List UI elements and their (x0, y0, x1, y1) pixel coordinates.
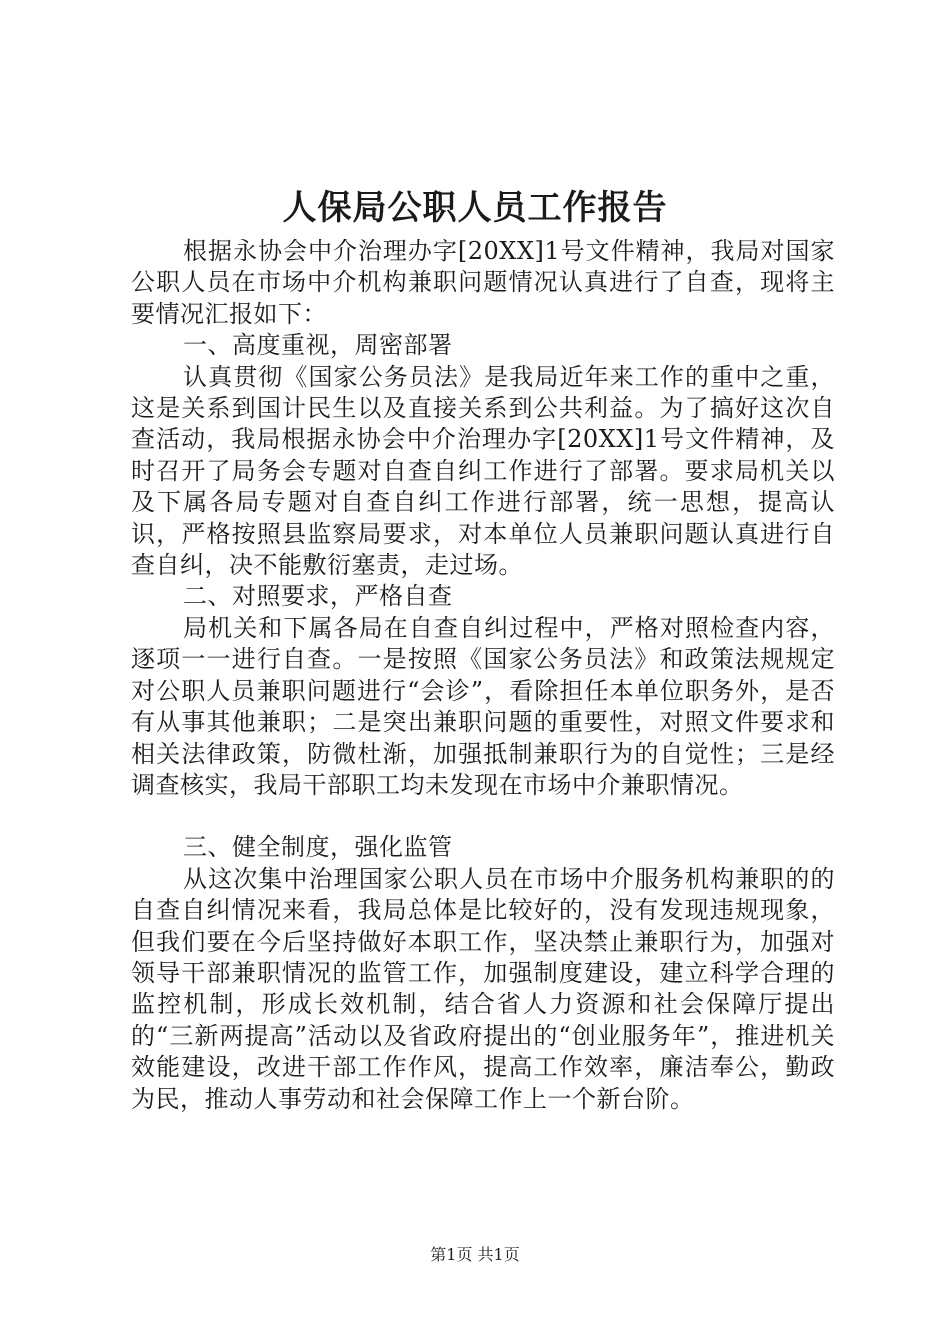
paragraph-spacer (131, 801, 835, 832)
page-footer: 第1页 共1页 (430, 1245, 520, 1264)
section-2-paragraph: 局机关和下属各局在自查自纠过程中，严格对照检查内容，逐项一一进行自查。一是按照《国家公务员法》和政策法规规定对公职人员兼职问题进行“会诊”，看除担任本单位职务外，是否有从事其他兼职；二是突出兼职问题的重要性，对照文件要求和相关法律政策，防微杜渐，加强抵制兼职行为的自觉性；三是经调查核实，我局干部职工均未发现在市场中介兼职情况。 (131, 613, 835, 799)
section-3-heading: 三、健全制度，强化监管 (183, 833, 453, 862)
section-2-heading: 二、对照要求，严格自查 (183, 582, 453, 611)
document-body (131, 236, 835, 1115)
section-1-heading: 一、高度重视，周密部署 (183, 331, 453, 360)
intro-paragraph: 根据永协会中介治理办字[20XX]1号文件精神，我局对国家公职人员在市场中介机构兼职问题情况认真进行了自查，现将主要情况汇报如下： (131, 237, 835, 328)
document-title: 人保局公职人员工作报告 (282, 188, 668, 228)
section-3-paragraph: 从这次集中治理国家公职人员在市场中介服务机构兼职的的自查自纠情况来看，我局总体是比较好的，没有发现违规现象，但我们要在今后坚持做好本职工作，坚决禁止兼职行为，加强对领导干部兼职情况的监管工作，加强制度建设，建立科学合理的监控机制，形成长效机制，结合省人力资源和社会保障厅提出的“三新两提高”活动以及省政府提出的“创业服务年”，推进机关效能建设，改进干部工作作风，提高工作效率，廉洁奉公，勤政为民，推动人事劳动和社会保障工作上一个新台阶。 (131, 864, 835, 1113)
section-1-paragraph: 认真贯彻《国家公务员法》是我局近年来工作的重中之重，这是关系到国计民生以及直接关系到公共利益。为了搞好这次自查活动，我局根据永协会中介治理办字[20XX]1号文件精神，及时召开了局务会专题对自查自纠工作进行了部署。要求局机关以及下属各局专题对自查自纠工作进行部署，统一思想，提高认识，严格按照县监察局要求，对本单位人员兼职问题认真进行自查自纠，决不能敷衍塞责，走过场。 (131, 362, 835, 580)
